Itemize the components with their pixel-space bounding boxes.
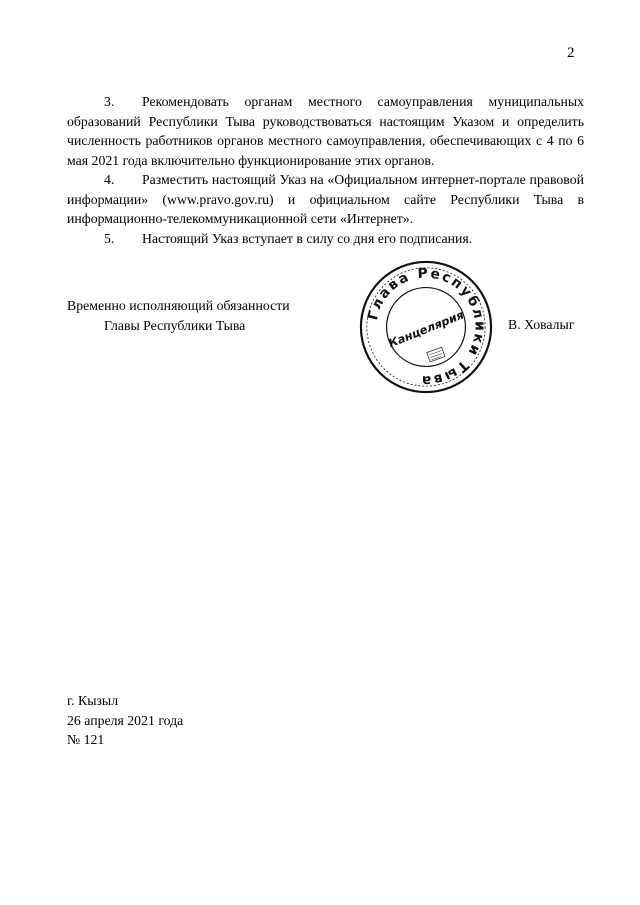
page-number: 2 [567,45,575,61]
official-stamp [357,258,495,396]
date: 26 апреля 2021 года [67,712,184,728]
signature-title [67,296,290,335]
paragraph-number: 5. [104,230,115,246]
stamp-emblem-icon [427,347,445,362]
city: г. Кызыл [67,693,119,708]
stamp-center-text: Канцелярия [386,307,466,351]
decree-body [67,92,584,248]
signature-title-line2: Главы Республики Тыва [104,317,246,333]
paragraph-text: Настоящий Указ вступает в силу со дня его подписания. [142,230,473,246]
place-date-block [67,691,183,750]
paragraph-3 [67,92,584,170]
decree-number: № 121 [67,732,105,747]
stamp-ring-text: Глава Республики Тыва [365,265,488,389]
signature-title-line1: Временно исполняющий обязанности [67,298,290,313]
paragraph-number: 3. [104,94,115,109]
paragraph-number: 4. [104,172,115,187]
paragraph-text: Разместить настоящий Указ на «Официальном интернет-портале правовой информации» (www.pravo.gov.ru) и официальном сайте Республики Тыва в информационно-телекоммуникационной сети «Интернет». [67,172,584,226]
paragraph-5 [67,229,584,249]
signer-name: В. Ховалыг [508,317,575,332]
paragraph-text: Рекомендовать органам местного самоуправления муниципальных образований Республики Тыва руководствоваться настоящим Указом и определить численность работников органов местного самоуправления, обеспечивающих с 4 по 6 мая 2021 года включительно функционирование этих органов. [67,94,584,168]
paragraph-4 [67,170,584,229]
